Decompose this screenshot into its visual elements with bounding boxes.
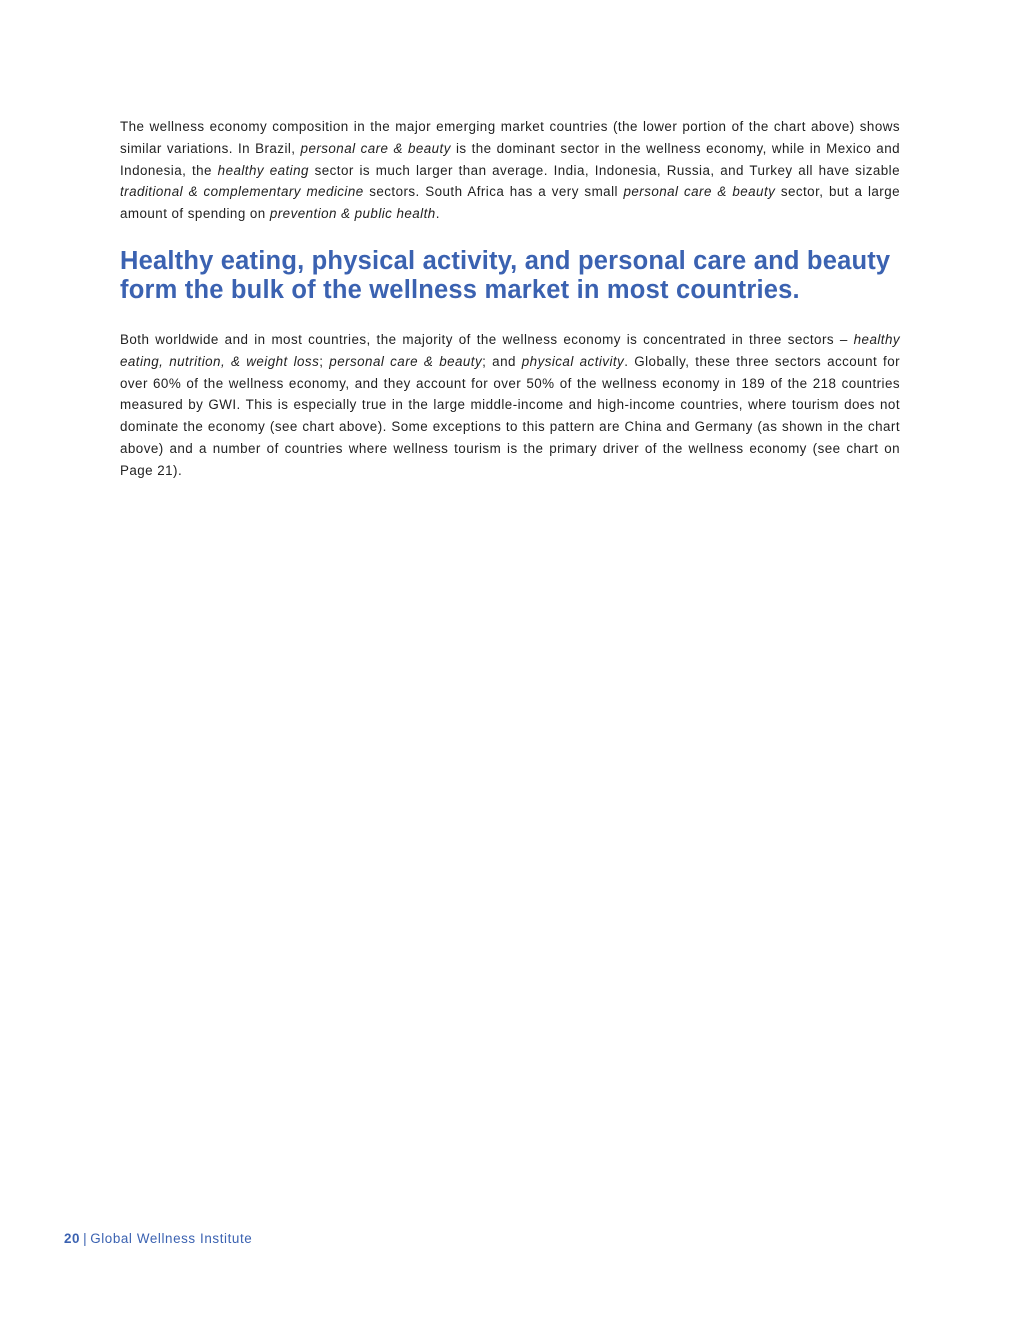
text-run: is the dominant sector in the wellness economy, while in Mexico and Indonesia, the xyxy=(120,140,900,178)
italic-term: personal care & beauty xyxy=(300,140,451,156)
text-run: ; and xyxy=(482,353,522,369)
footer-separator: | xyxy=(83,1231,88,1246)
text-run: . Globally, these three sectors account for over 60% of the wellness economy, and they account for over 50% of the wellness economy in 189 of the 218 countries measured by GWI. This is especially true in the large middle-income and high-income countries, where tourism does not dominate the economy (see chart above). Some exceptions to this pattern are China and Germany (as shown in the chart above) and a number of countries where wellness tourism is the primary driver of the wellness economy (see chart on Page 21). xyxy=(120,353,901,478)
italic-term: physical activity xyxy=(521,353,625,369)
body-paragraph xyxy=(120,329,900,482)
intro-paragraph xyxy=(120,116,900,225)
italic-term: healthy eating xyxy=(217,162,309,178)
italic-term: personal care & beauty xyxy=(623,184,776,200)
text-run: sectors. South Africa has a very small xyxy=(363,184,624,200)
italic-term: personal care & beauty xyxy=(329,353,483,369)
text-run: sector, but a large amount of spending on xyxy=(120,184,900,222)
text-run: sector is much larger than average. India, Indonesia, Russia, and Turkey all have sizable xyxy=(308,162,901,178)
italic-term: traditional & complementary medicine xyxy=(120,184,364,200)
page-content xyxy=(120,116,900,482)
page-footer xyxy=(64,1231,252,1246)
text-run: ; xyxy=(319,353,330,369)
italic-term: prevention & public health xyxy=(269,206,436,222)
italic-term: healthy eating, nutrition, & weight loss xyxy=(120,331,900,369)
section-heading: Healthy eating, physical activity, and personal care and beauty form the bulk of the wellness market in most countries. xyxy=(120,246,891,305)
text-run: Both worldwide and in most countries, the majority of the wellness economy is concentrated in three sectors – xyxy=(120,331,854,347)
text-run: . xyxy=(435,206,440,222)
text-run: The wellness economy composition in the major emerging market countries (the lower portion of the chart above) shows similar variations. In Brazil, xyxy=(120,119,900,156)
publisher-name: Global Wellness Institute xyxy=(90,1231,253,1246)
page-number: 20 xyxy=(64,1231,81,1246)
